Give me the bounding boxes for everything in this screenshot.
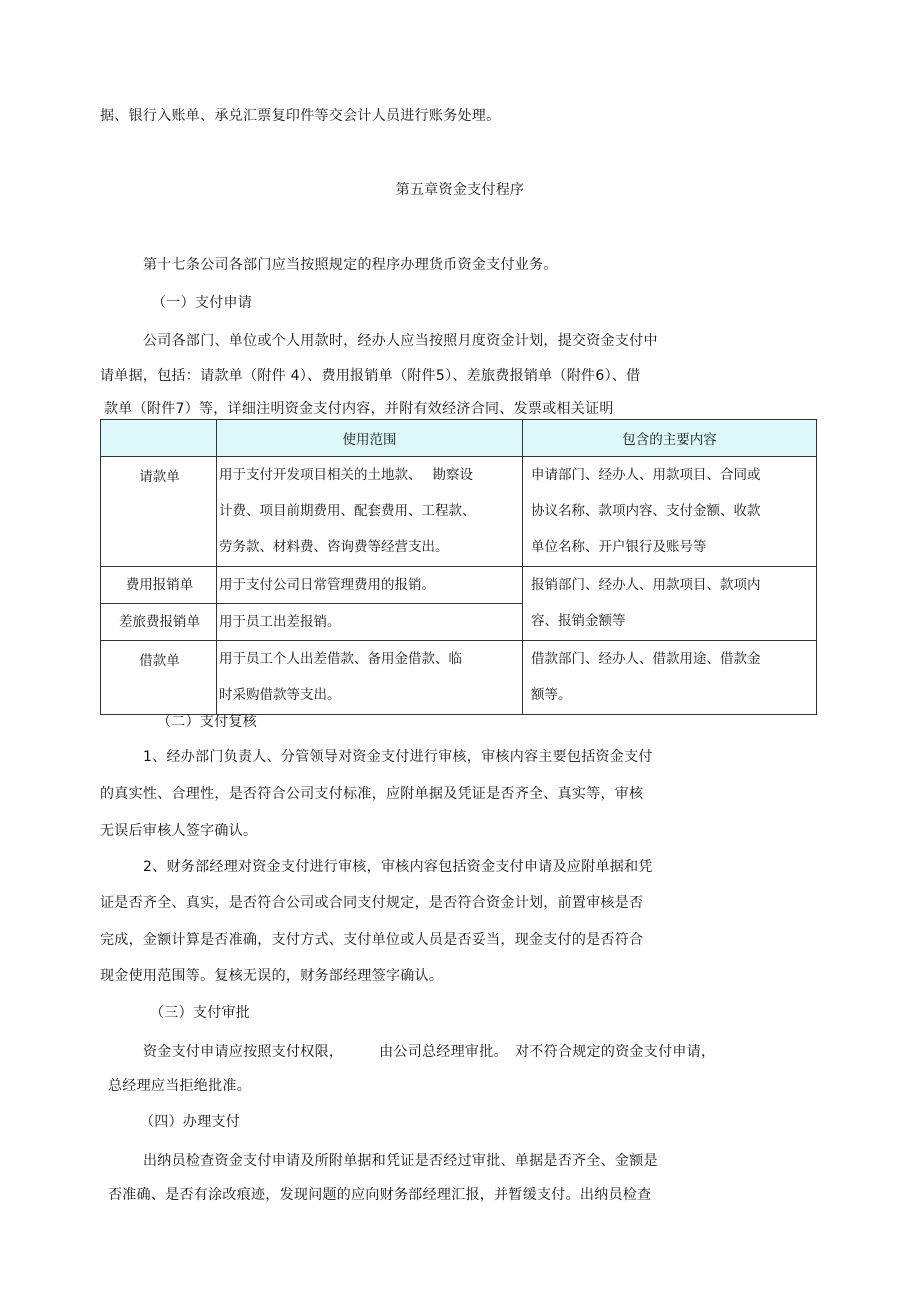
content-line: 额等。 (531, 687, 572, 703)
table-row (101, 567, 817, 604)
content-cell (523, 567, 817, 641)
content-line: 协议名称、款项内容、支付金额、收款 (531, 503, 761, 519)
section-2-paragraph-line: 证是否齐全、真实，是否符合公司或合同支付规定，是否符合资金计划，前置审核是否 (100, 895, 644, 911)
scope-cell: 用于员工出差报销。 (217, 604, 523, 641)
scope-cell (217, 457, 523, 567)
section-1-paragraph-line: 公司各部门、单位或个人用款时，经办人应当按照月度资金计划，提交资金支付中 (143, 333, 658, 349)
content-line: 单位名称、开户银行及账号等 (531, 539, 707, 555)
section-4-paragraph-line: 否准确、是否有涂改痕迹，发现问题的应向财务部经理汇报，并暂缓支付。出纳员检查 (108, 1187, 652, 1203)
content-line: 申请部门、经办人、用款项目、合同或 (531, 467, 761, 483)
scope-line: 时采购借款等支出。 (219, 687, 341, 703)
scope-cell (217, 641, 523, 715)
section-2-paragraph-line: 2、财务部经理对资金支付进行审核，审核内容包括资金支付申请及应附单据和凭 (143, 859, 653, 875)
section-2-paragraph-line: 完成，金额计算是否准确，支付方式、支付单位或人员是否妥当，现金支付的是否符合 (100, 932, 644, 948)
content-cell (523, 457, 817, 567)
table-header-cell (101, 420, 217, 457)
section-4-title: （四）办理支付 (140, 1114, 241, 1130)
section-2-paragraph-line: 无误后审核人签字确认。 (100, 823, 258, 839)
scope-line: 用于支付开发项目相关的土地款、 勘察设 (219, 467, 474, 483)
section-2-title: （二）支付复核 (157, 714, 258, 730)
scope-cell: 用于支付公司日常管理费用的报销。 (217, 567, 523, 604)
scope-line: 计费、项目前期费用、配套费用、工程款、 (219, 503, 476, 519)
section-1-title: （一）支付申请 (152, 295, 253, 311)
section-4-paragraph-line: 出纳员检查资金支付申请及所附单据和凭证是否经过审批、单据是否齐全、金额是 (143, 1153, 658, 1169)
scope-line: 劳务款、材料费、咨询费等经营支出。 (219, 539, 449, 555)
table-row (101, 457, 817, 567)
section-3-title: （三）支付审批 (150, 1005, 251, 1021)
scope-line: 用于员工个人出差借款、备用金借款、临 (219, 651, 462, 667)
table-row (101, 641, 817, 715)
table-header-row (101, 420, 817, 457)
section-1-paragraph-line: 款单（附件7）等，详细注明资金支付内容，并附有效经济合同、发票或相关证明 (104, 401, 614, 417)
section-2-paragraph-line: 现金使用范围等。复核无误的，财务部经理签字确认。 (100, 968, 444, 984)
form-name-cell: 费用报销单 (101, 567, 217, 604)
content-line: 容、报销金额等 (531, 613, 626, 629)
table-header-cell: 包含的主要内容 (523, 420, 817, 457)
form-name-cell: 借款单 (101, 641, 217, 715)
chapter-title: 第五章资金支付程序 (395, 182, 525, 198)
form-name-cell: 差旅费报销单 (101, 604, 217, 641)
section-3-paragraph-line: 总经理应当拒绝批准。 (108, 1078, 251, 1094)
section-2-paragraph-line: 1、经办部门负责人、分管领导对资金支付进行审核，审核内容主要包括资金支付 (143, 749, 653, 765)
section-2-paragraph-line: 的真实性、合理性，是否符合公司支付标准，应附单据及凭证是否齐全、真实等，审核 (100, 786, 644, 802)
content-line: 借款部门、经办人、借款用途、借款金 (531, 651, 761, 667)
payment-forms-table (100, 419, 817, 715)
section-1-paragraph-line: 请单据，包括：请款单（附件 4）、费用报销单（附件5）、差旅费报销单（附件6）、借 (100, 368, 641, 384)
continued-paragraph-line: 据、银行入账单、承兑汇票复印件等交会计人员进行账务处理。 (100, 108, 501, 124)
content-cell (523, 641, 817, 715)
article-17: 第十七条公司各部门应当按照规定的程序办理货币资金支付业务。 (143, 257, 558, 273)
section-3-paragraph-line: 资金支付申请应按照支付权限， 由公司总经理审批。 对不符合规定的资金支付申请， (143, 1044, 716, 1060)
table-header-cell: 使用范围 (217, 420, 523, 457)
content-line: 报销部门、经办人、用款项目、款项内 (531, 577, 761, 593)
form-name-cell: 请款单 (101, 457, 217, 567)
